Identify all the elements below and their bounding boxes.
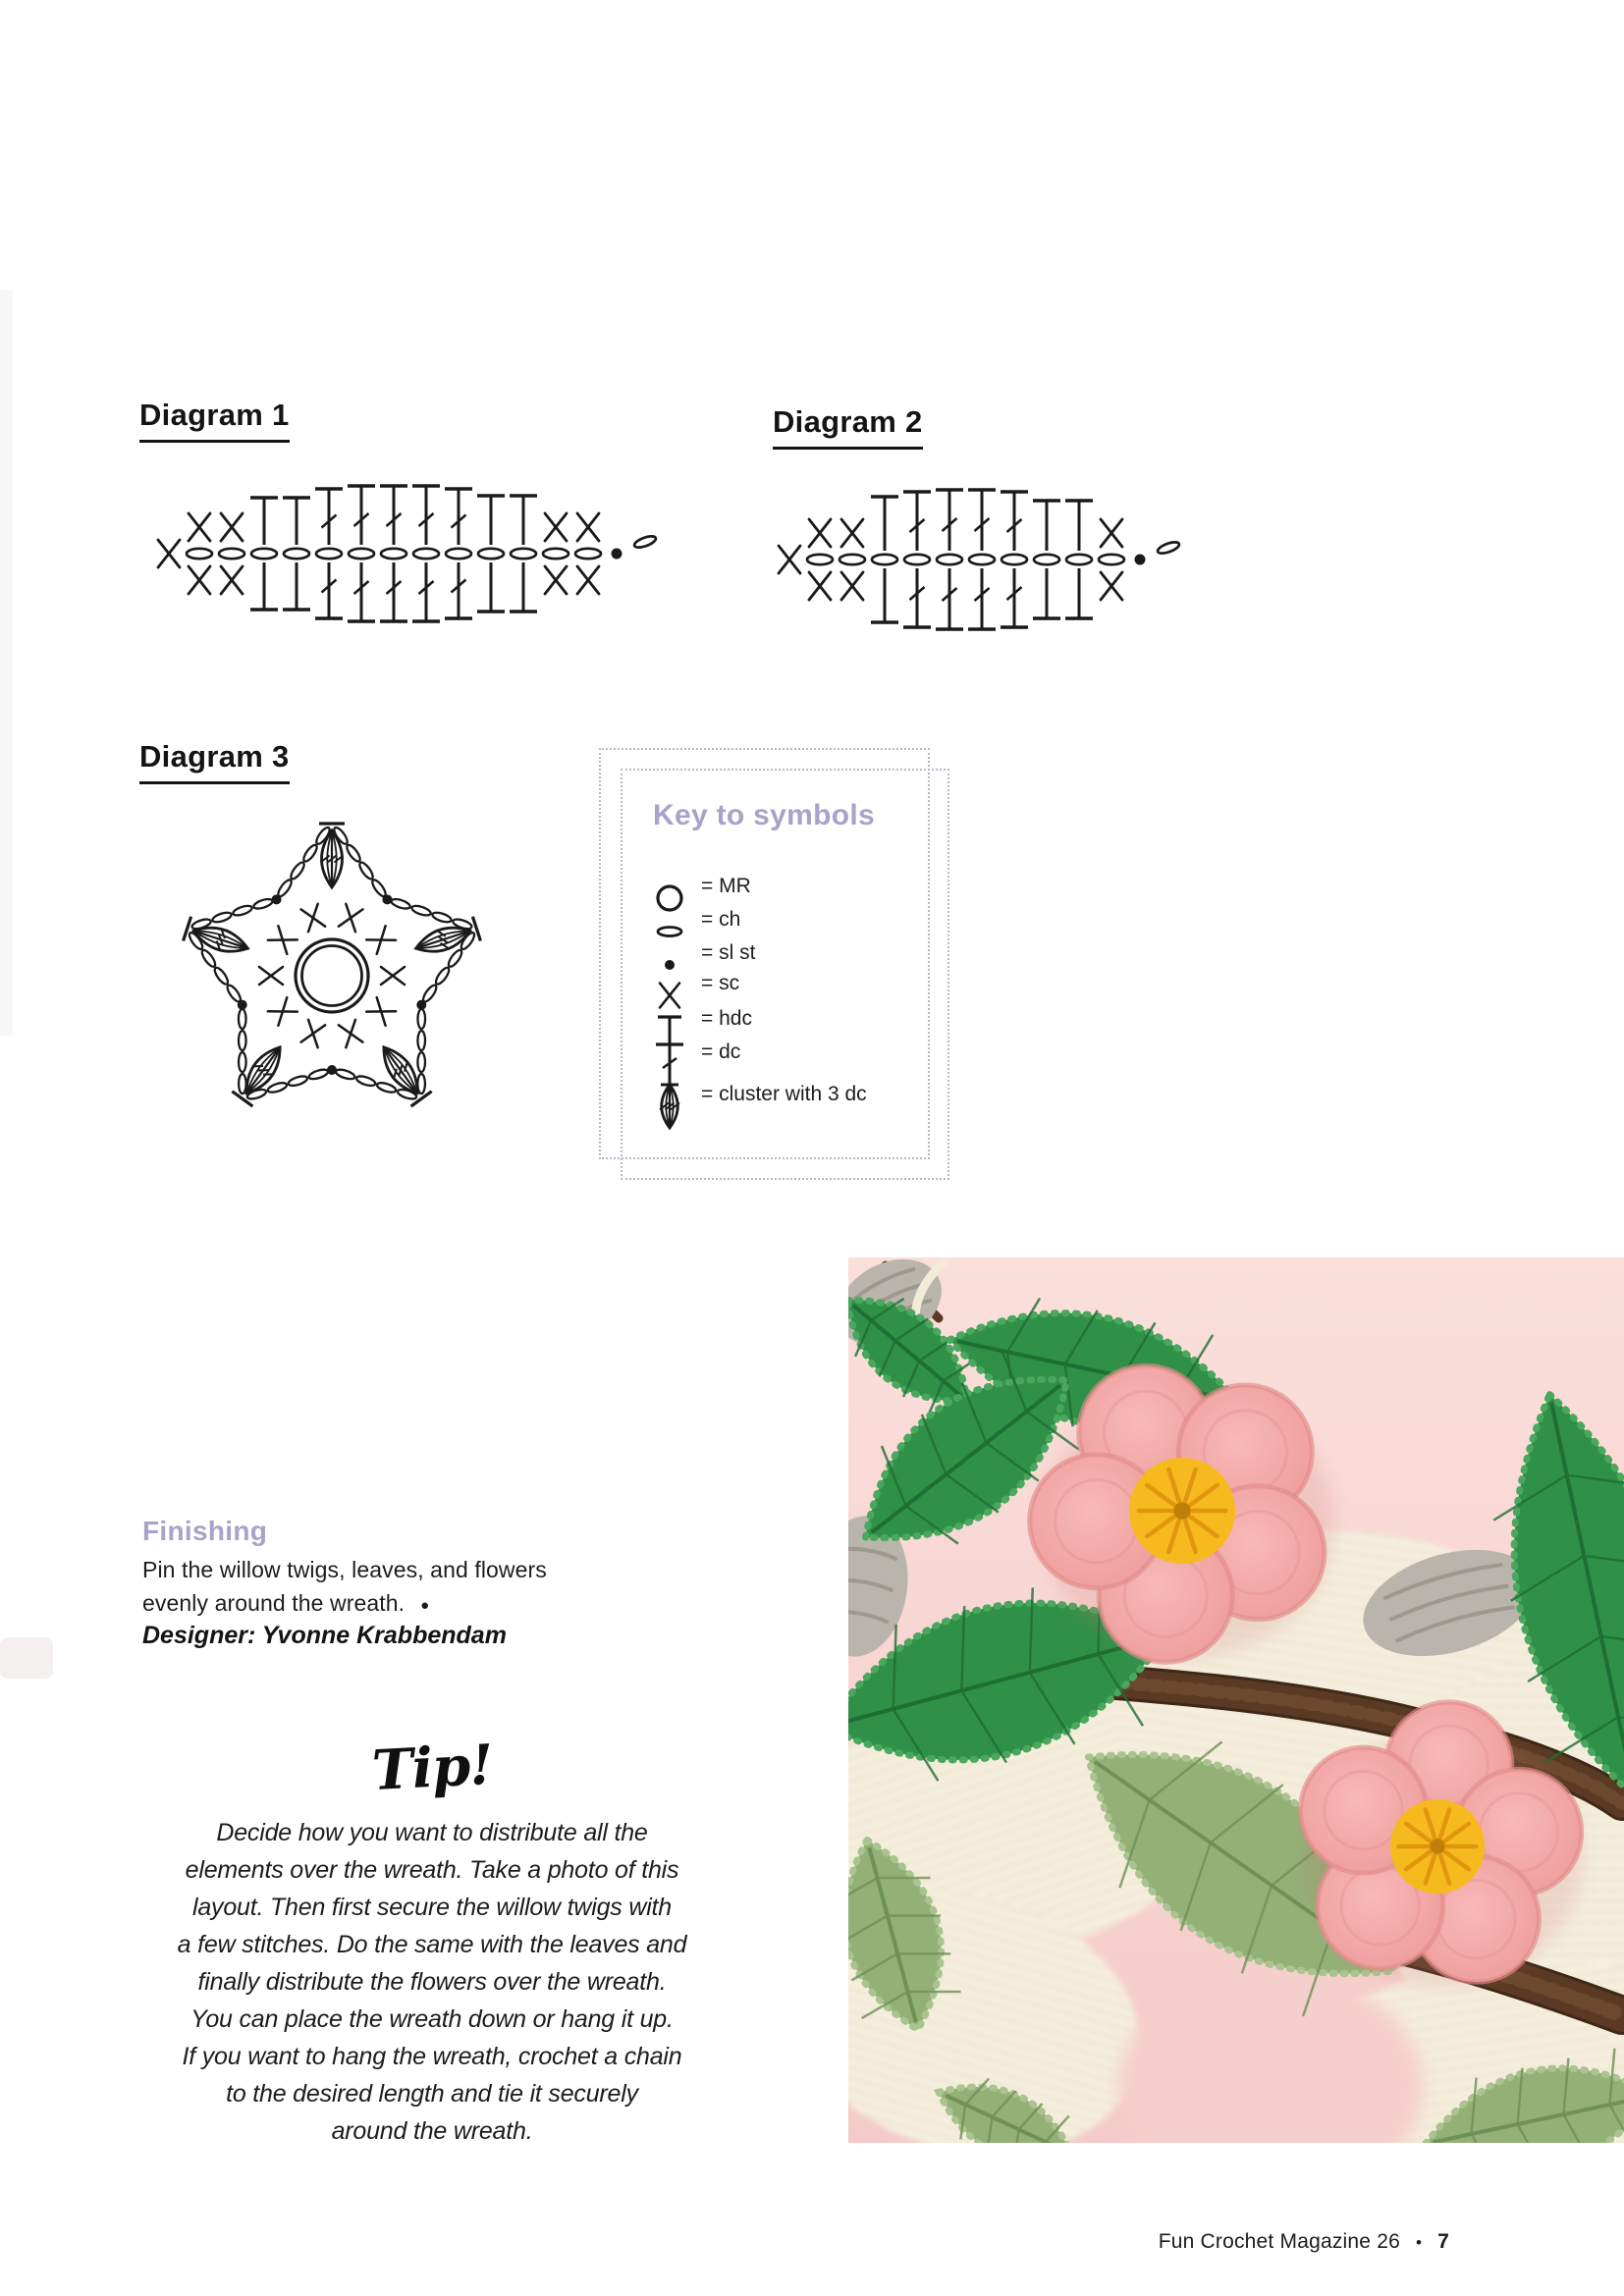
tip-title: Tip!	[370, 1732, 494, 1804]
tip-line: finally distribute the flowers over the wreath.	[197, 1968, 667, 1996]
finishing-line-2-text: evenly around the wreath.	[142, 1590, 406, 1616]
key-label: = cluster with 3 dc	[701, 1083, 867, 1105]
tip-line: to the desired length and tie it securely	[226, 2080, 638, 2108]
page-footer	[1159, 2230, 1449, 2254]
page-edge-blob	[0, 1637, 53, 1679]
tip-paragraph	[126, 1814, 738, 2150]
tip-line: Decide how you want to distribute all the	[216, 1819, 648, 1846]
finishing-line-2	[142, 1590, 429, 1617]
tip-line: layout. Then first secure the willow twigs with	[191, 1894, 672, 1921]
diagram1-title: Diagram 1	[139, 398, 290, 443]
footer-separator: •	[1415, 2233, 1423, 2252]
diagram2-chart	[764, 459, 1220, 661]
key-label: = sc	[701, 972, 740, 994]
diagram3-heading	[139, 739, 290, 784]
tip-line: around the wreath.	[331, 2117, 533, 2145]
designer-credit: Designer: Yvonne Krabbendam	[142, 1622, 507, 1649]
page-edge-strip	[0, 290, 13, 1036]
finishing-title: Finishing	[142, 1516, 268, 1546]
article-end-dot: ●	[420, 1597, 430, 1614]
wreath-photo	[848, 1257, 1624, 2143]
tip-line: a few stitches. Do the same with the leaves and	[177, 1931, 687, 1958]
tip-line: If you want to hang the wreath, crochet a chain	[182, 2043, 682, 2070]
tip-line: elements over the wreath. Take a photo of this	[185, 1856, 679, 1884]
footer-page-number: 7	[1437, 2230, 1449, 2253]
key-label: = dc	[701, 1041, 741, 1063]
key-label: = hdc	[701, 1007, 752, 1030]
cluster-symbol-icon	[650, 1079, 689, 1134]
diagram3-chart	[143, 795, 520, 1156]
tip-box	[126, 1732, 738, 2150]
diagram2-heading	[773, 404, 923, 450]
diagram1-chart	[143, 454, 698, 655]
diagram2-title: Diagram 2	[773, 404, 923, 450]
key-label: = MR	[701, 875, 751, 897]
key-box	[599, 748, 947, 1180]
diagram3-title: Diagram 3	[139, 739, 290, 784]
diagram1-heading	[139, 398, 290, 443]
key-title: Key to symbols	[653, 799, 875, 831]
key-label: = ch	[701, 908, 741, 931]
finishing-line-1: Pin the willow twigs, leaves, and flowers	[142, 1557, 547, 1582]
key-label: = sl st	[701, 941, 756, 964]
footer-magazine: Fun Crochet Magazine 26	[1158, 2230, 1400, 2253]
tip-line: You can place the wreath down or hang it up.	[190, 2005, 674, 2033]
